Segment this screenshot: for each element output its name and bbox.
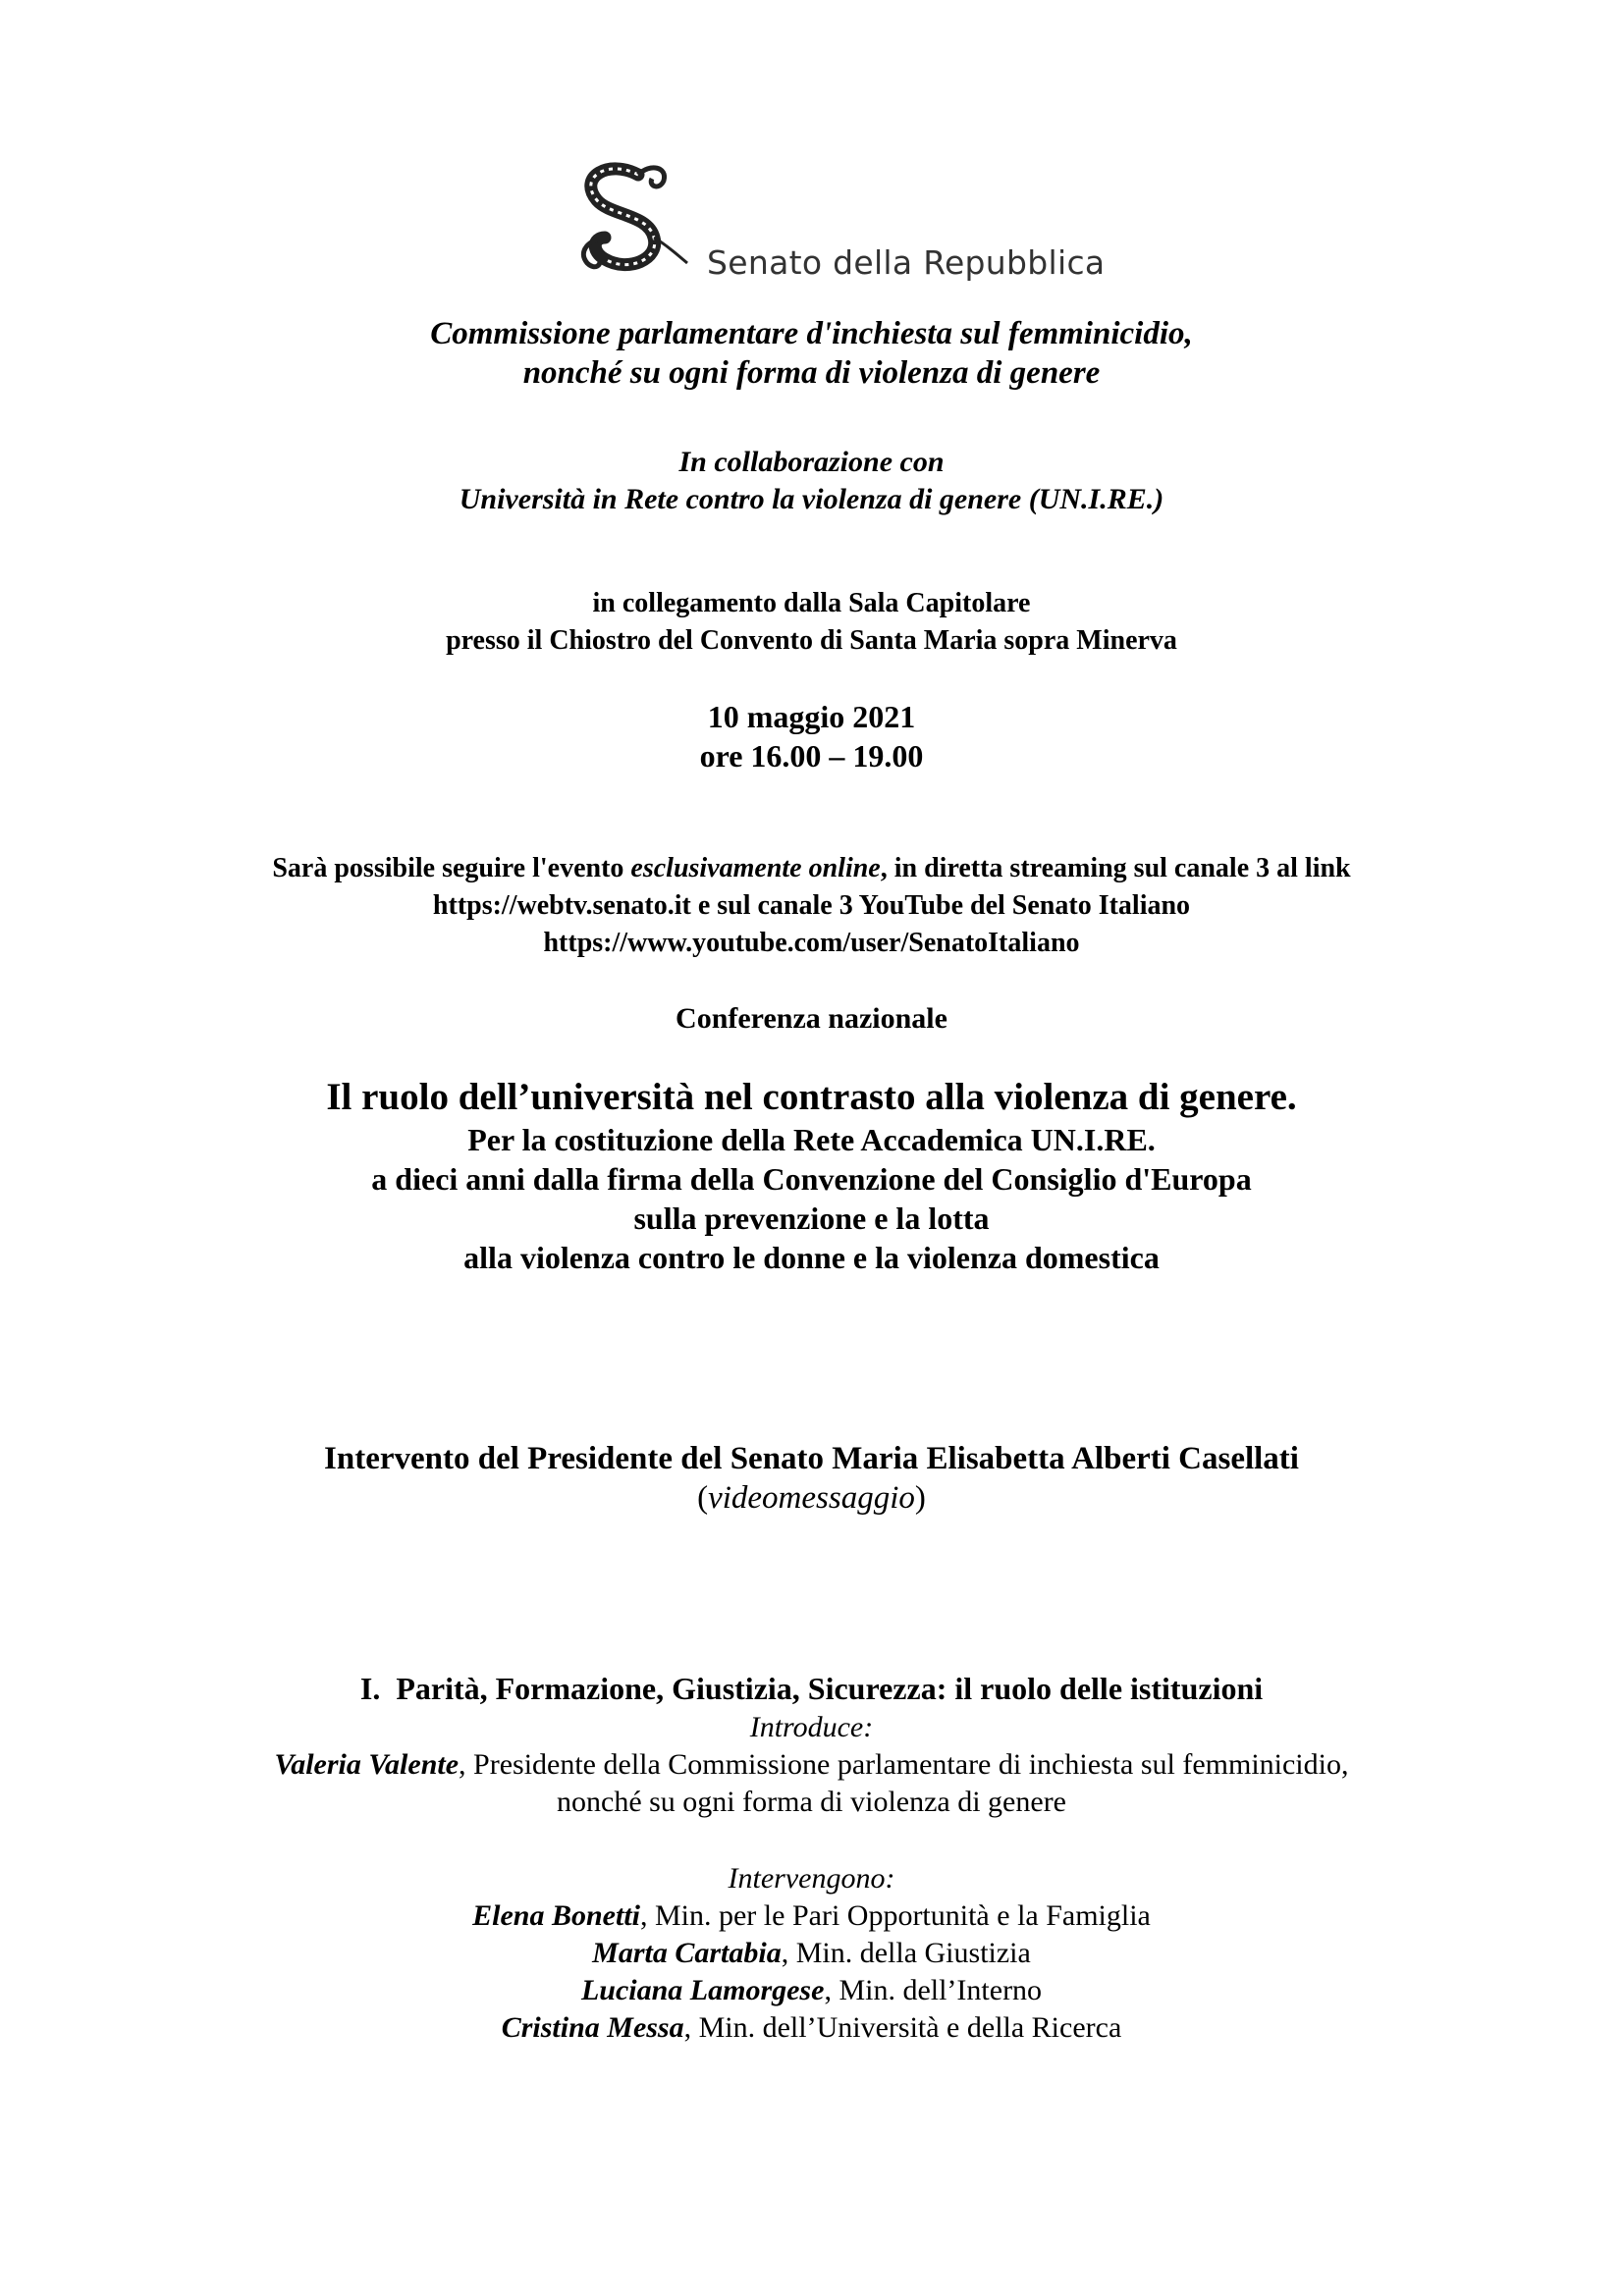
conference-title: Il ruolo dell’università nel contrasto alla violenza di genere. — [326, 1076, 1297, 1118]
senato-logo — [569, 157, 1106, 285]
location-block — [0, 585, 1623, 660]
speaker-name: Marta Cartabia — [592, 1937, 782, 1969]
streaming-line-2: https://webtv.senato.it e sul canale 3 YouTube del Senato Italiano — [432, 890, 1191, 921]
paren-close: ) — [914, 1480, 926, 1516]
event-date: 10 maggio 2021 — [707, 699, 916, 734]
speakers-block — [0, 1860, 1623, 2047]
introducer-role: , Presidente della Commissione parlamentare di inchiesta sul femminicidio, — [459, 1748, 1349, 1781]
speaker-item — [0, 1935, 1623, 1972]
datetime-block — [0, 697, 1623, 775]
streaming-text-after: , in diretta streaming sul canale 3 al link — [880, 853, 1351, 883]
streaming-emphasis: esclusivamente online — [630, 853, 881, 883]
speaker-item — [0, 1972, 1623, 2009]
section-1-title-text: I. Parità, Formazione, Giustizia, Sicurezza: il ruolo delle istituzioni — [359, 1671, 1264, 1706]
collaboration-block — [0, 444, 1623, 518]
paren-open: ( — [697, 1480, 709, 1516]
intervention-line-1: Intervento del Presidente del Senato Maria Elisabetta Alberti Casellati — [324, 1441, 1299, 1476]
streaming-line-1 — [0, 850, 1623, 887]
intervention-line-2 — [0, 1478, 1623, 1518]
commission-line-2: nonché su ogni forma di violenza di genere — [522, 355, 1101, 391]
conference-sub-4: alla violenza contro le donne e la violenza domestica — [463, 1240, 1160, 1275]
conference-label-text: Conferenza nazionale — [676, 1002, 947, 1035]
conference-sub-2: a dieci anni dalla firma della Convenzione del Consiglio d'Europa — [371, 1161, 1252, 1197]
streaming-block — [0, 850, 1623, 962]
introducer-line — [0, 1746, 1623, 1784]
commission-heading — [0, 314, 1623, 393]
logo-text: Senato della Repubblica — [707, 243, 1106, 282]
location-line-2: presso il Chiostro del Convento di Santa Maria sopra Minerva — [446, 625, 1177, 656]
speaker-role: , Min. per le Pari Opportunità e la Famiglia — [639, 1899, 1151, 1932]
collaboration-line-1: In collaborazione con — [678, 446, 945, 478]
conference-label — [0, 1000, 1623, 1038]
senato-s-monogram-icon — [569, 157, 697, 280]
streaming-text-before: Sarà possibile seguire l'evento — [272, 853, 631, 883]
speaker-role: , Min. dell’Interno — [824, 1974, 1043, 2006]
conference-sub-3: sulla prevenzione e la lotta — [633, 1201, 990, 1236]
speaker-name: Elena Bonetti — [472, 1899, 640, 1932]
speaker-role: , Min. dell’Università e della Ricerca — [683, 2011, 1122, 2044]
collaboration-line-2: Università in Rete contro la violenza di genere (UN.I.RE.) — [459, 483, 1164, 515]
introducer-name: Valeria Valente — [274, 1748, 460, 1781]
conference-sub-1: Per la costituzione della Rete Accademica UN.I.RE. — [467, 1122, 1156, 1157]
speaker-name: Luciana Lamorgese — [580, 1974, 825, 2006]
conference-title-block — [0, 1075, 1623, 1277]
introducer-role-2: nonché su ogni forma di violenza di genere — [557, 1786, 1066, 1818]
introduce-block — [0, 1709, 1623, 1821]
speaker-item — [0, 2009, 1623, 2047]
speaker-item — [0, 1897, 1623, 1935]
speakers-label: Intervengono: — [728, 1862, 895, 1895]
commission-line-1: Commissione parlamentare d'inchiesta sul femminicidio, — [430, 316, 1193, 351]
intervention-block — [0, 1439, 1623, 1518]
speaker-role: , Min. della Giustizia — [781, 1937, 1031, 1969]
introduce-label: Introduce: — [749, 1711, 874, 1743]
youtube-link[interactable]: https://www.youtube.com/user/SenatoItaliano — [543, 928, 1080, 958]
speaker-name: Cristina Messa — [501, 2011, 684, 2044]
videomessage-label: videomessaggio — [708, 1480, 915, 1516]
location-line-1: in collegamento dalla Sala Capitolare — [592, 588, 1031, 618]
event-time: ore 16.00 – 19.00 — [699, 738, 924, 774]
